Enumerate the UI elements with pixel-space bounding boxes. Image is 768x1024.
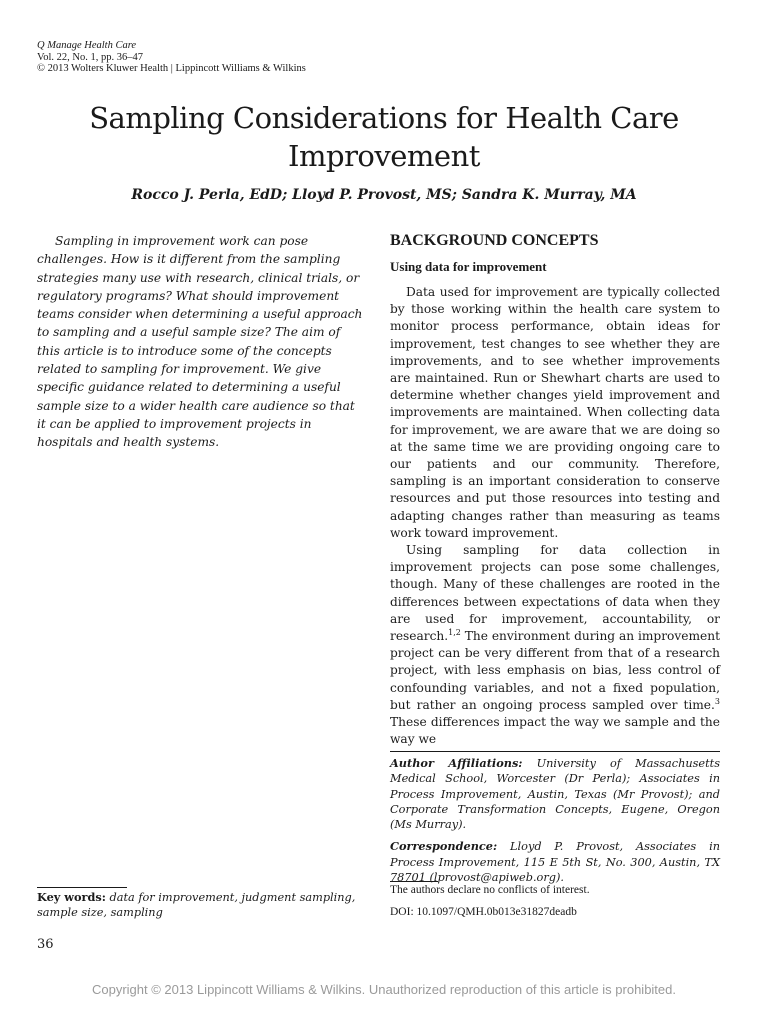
citation-3: 3 [714,696,720,706]
correspondence-label: Correspondence: [390,839,498,854]
keywords [37,890,367,921]
article-authors: Rocco J. Perla, EdD; Lloyd P. Provost, MS; Sandra K. Murray, MA [131,187,637,203]
body-paragraph-2 [390,542,720,748]
subsection-heading: Using data for improvement [390,259,547,274]
conflicts-divider [390,881,438,882]
body-column [390,230,720,748]
keywords-divider [37,887,127,888]
paragraph2-part-a: Using sampling for data collection in improvement projects can pose some challenges, though. Many of these challenges are rooted in the differences between expectations of data when they are used for improvement, accountability, or research. [390,543,720,644]
affiliations-label: Author Affiliations: [390,756,523,770]
keywords-value: data for improvement, judgment sampling, sample size, sampling [37,891,356,920]
footnote-divider [390,751,720,752]
conflicts-statement: The authors declare no conflicts of interest. [390,884,590,896]
footer-copyright: Copyright © 2013 Lippincott Williams & Wilkins. Unauthorized reproduction of this article is prohibited. [91,982,676,997]
author-affiliations [390,756,720,832]
journal-copyright: © 2013 Wolters Kluwer Health | Lippincott Williams & Wilkins [37,63,306,74]
footnotes [390,756,720,892]
journal-citation [37,40,306,75]
affiliations-text: University of Massachusetts Medical School, Worcester (Dr Perla); Associates in Process Improvement, Austin, Texas (Mr Provost); and Corporate Transformation Concepts, Eugene, Oregon (Ms Murray). [390,757,720,832]
keywords-label: Key words: [37,890,106,904]
page-number: 36 [37,937,54,952]
correspondence-text: Lloyd P. Provost, Associates in Process Improvement, 115 E 5th St, No. 300, Austin, TX 78701 (lprovost@apiweb.org). [390,840,720,885]
journal-volume: Vol. 22, No. 1, pp. 36–47 [37,51,143,63]
journal-name: Q Manage Health Care [37,40,137,51]
paragraph2-part-c: These differences impact the way we sample and the way we [390,715,720,747]
abstract-text: Sampling in improvement work can pose challenges. How is it different from the sampling strategies many use with research, clinical trials, or regulatory programs? What should improvement teams consider when determining a useful approach to sampling and a useful sample size? The aim of this article is to introduce some of the concepts related to sampling for improvement. We give specific guidance related to determining a useful sample size to a wider health care audience so that it can be applied to improvement projects in hospitals and health systems. [37,234,363,450]
paragraph2-part-b: The environment during an improvement project can be very different from that of a research project, with less emphasis on bias, less control of confounding variables, and not a fixed population, but rather an ongoing process sampled over time. [390,629,720,712]
abstract [37,232,365,452]
citation-1-2: 1,2 [448,628,461,637]
doi: DOI: 10.1097/QMH.0b013e31827deadb [390,906,577,918]
correspondence [390,839,720,885]
section-heading: BACKGROUND CONCEPTS [390,232,599,249]
article-title: Sampling Considerations for Health Care Improvement [89,101,679,174]
body-paragraph-1: Data used for improvement are typically collected by those working within the health care system to monitor process performance, obtain ideas for improvement, test changes to see whether they are improvements, and to see whether improvements are maintained. Run or Shewhart charts are used to determine whether changes yield improvement and improvements are maintained. When collecting data for improvement, we are aware that we are doing so at the same time we are providing ongoing care to our patients and our community. Therefore, sampling is an important consideration to conserve resources and put those resources into testing and adapting changes rather than measuring as teams work toward improvement. [390,285,720,540]
